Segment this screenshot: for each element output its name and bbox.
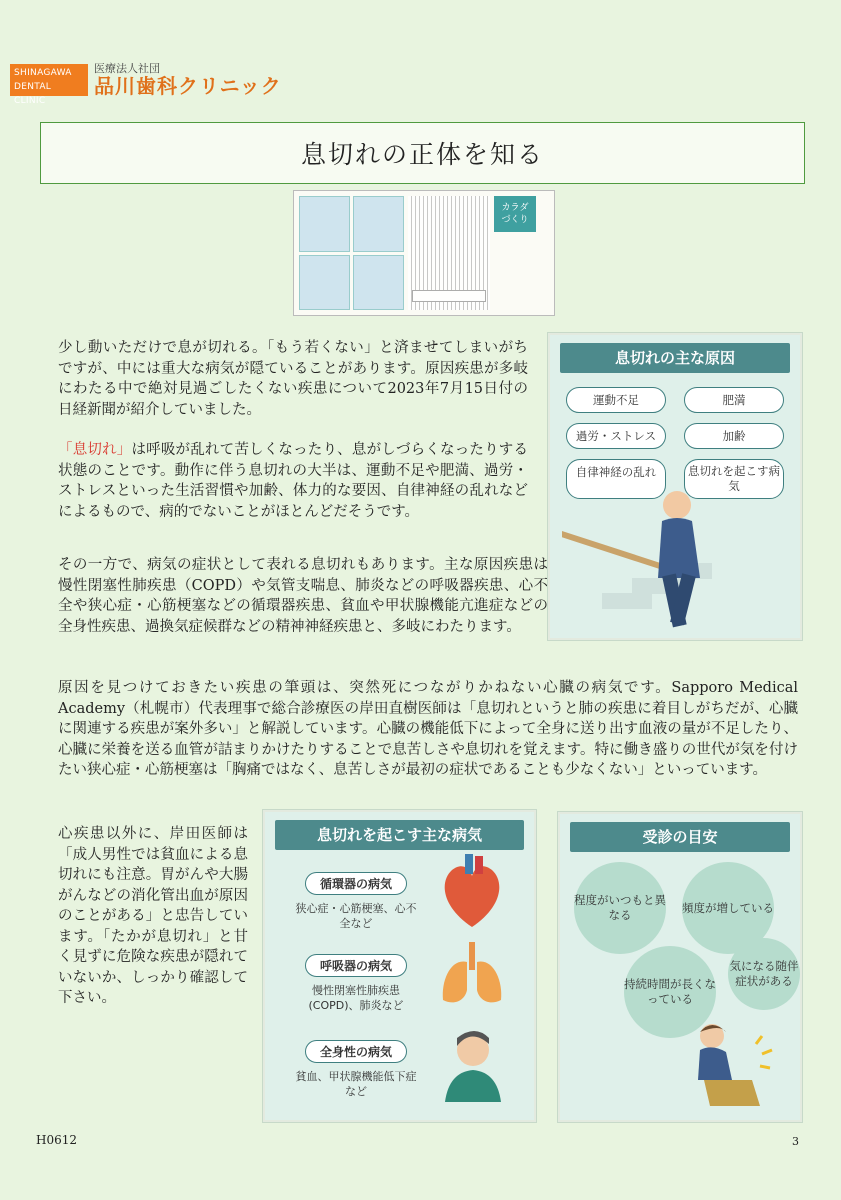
cause-pill: 自律神経の乱れ	[566, 459, 666, 499]
cause-pill: 肥満	[684, 387, 784, 413]
clinic-header	[10, 62, 282, 106]
diseases-panel-title: 息切れを起こす主な病気	[275, 820, 524, 850]
tired-woman-illustration	[431, 1022, 511, 1102]
cause-pill: 運動不足	[566, 387, 666, 413]
clipping-tag: カラダ づくり	[494, 196, 536, 232]
man-on-stairs-illustration	[562, 483, 792, 633]
sign-bubble: 持続時間が長くなっている	[624, 946, 716, 1038]
disease-group-label: 全身性の病気	[305, 1040, 407, 1063]
logo-line2: DENTAL CLINIC	[14, 81, 52, 106]
page-title: 息切れの正体を知る	[40, 122, 805, 184]
article-paragraph-5: 心疾患以外に、岸田医師は「成人男性では貧血による息切れにも注意。胃がんや大腸がんなどの消化管出血が原因のことがある」と忠告しています。「たかが息切れ」と甘く見ずに危険な疾患が隠れていないか、しっかり確認して下さい。	[58, 826, 248, 1006]
sign-bubble: 程度がいつもと異なる	[574, 862, 666, 954]
disease-group-desc: 慢性閉塞性肺疾患(COPD)、肺炎など	[308, 984, 404, 1012]
highlight-term: 「息切れ」	[58, 442, 132, 458]
article-paragraph-4: 原因を見つけておきたい疾患の筆頭は、突然死につながりかねない心臓の病気です。Sapporo Medical Academy（札幌市）代表理事で総合診療医の岸田直樹医師は「息切れというと肺の疾患に着目しがちだが、心臓に関連する疾患が案外多い」と解説しています。心臓の機能低下によって全身に送り出す血液の量が不足したり、心臓に栄養を送る血管が詰まりかけたりすることで息苦しさや息切れを覚えます。特に働き盛りの世代が気を付けたい狭心症・心筋梗塞は「胸痛ではなく、息苦しさが最初の症状であることも少なくない」といっています。	[58, 680, 798, 778]
disease-group-label: 呼吸器の病気	[305, 954, 407, 977]
disease-group	[291, 872, 421, 931]
disease-group-label: 循環器の病気	[305, 872, 407, 895]
causes-panel	[548, 333, 802, 640]
lungs-icon	[437, 940, 507, 1010]
disease-group-desc: 貧血、甲状腺機能低下症など	[295, 1070, 417, 1098]
disease-group	[291, 1040, 421, 1099]
cause-pill: 息切れを起こす病気	[684, 459, 784, 499]
consultation-signs-panel	[558, 812, 802, 1122]
signs-panel-title: 受診の目安	[570, 822, 790, 852]
clinic-name: 品川歯科クリニック	[94, 74, 282, 98]
disease-group-desc: 狭心症・心筋梗塞、心不全など	[295, 902, 417, 930]
clinic-logo	[10, 64, 88, 106]
sign-bubble: 頻度が増している	[682, 862, 774, 954]
heart-icon	[437, 852, 507, 932]
disease-group	[291, 954, 421, 1013]
article-paragraph-2: 「息切れ」は呼吸が乱れて苦しくなったり、息がしづらくなったりする状態のことです。動作に伴う息切れの大半は、運動不足や肥満、過労・ストレスといった生活習慣や加齢、体力的な要因、自律神経の乱れなどによるもので、病的でないことがほとんどだそうです。	[58, 442, 528, 520]
newspaper-clipping-image	[293, 190, 555, 316]
causes-panel-title: 息切れの主な原因	[560, 343, 790, 373]
kneeling-woman-illustration	[670, 1014, 790, 1114]
page-number: 3	[792, 1135, 799, 1148]
article-paragraph-1: 少し動いただけで息が切れる。「もう若くない」と済ませてしまいがちですが、中には重大な病気が隠ていることがあります。原因疾患が多岐にわたる中で絶対見過ごしたくない疾患について2023年7月15日付の日経新聞が紹介していました。	[58, 340, 528, 418]
diseases-panel	[263, 810, 536, 1122]
footer-code: H0612	[36, 1133, 78, 1147]
cause-pill: 過労・ストレス	[566, 423, 666, 449]
logo-line1: SHINAGAWA	[14, 67, 72, 78]
article-paragraph-3: その一方で、病気の症状として表れる息切れもあります。主な原因疾患は慢性閉塞性肺疾患（COPD）や気管支喘息、肺炎などの呼吸器疾患、心不全や狭心症・心筋梗塞などの循環器疾患、貧血や甲状腺機能亢進症などの全身性疾患、過換気症候群などの精神神経疾患と、多岐にわたります。	[58, 557, 548, 635]
sign-bubble: 気になる随伴症状がある	[728, 938, 800, 1010]
clinic-subtitle: 医療法人社団	[94, 62, 160, 75]
cause-pill: 加齢	[684, 423, 784, 449]
